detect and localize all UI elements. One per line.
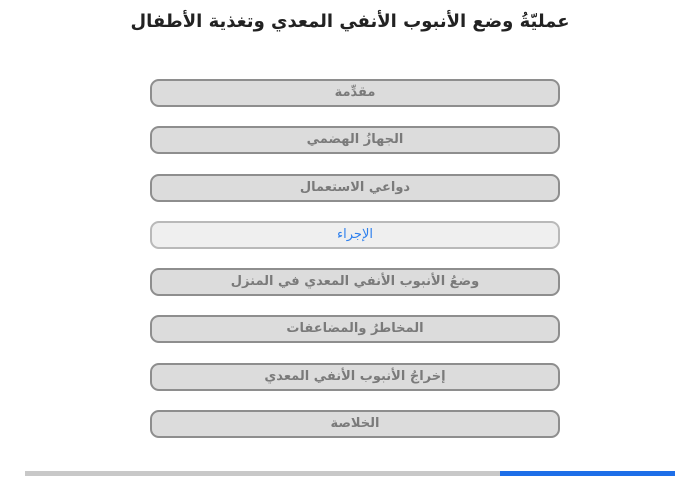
menu-item-procedure[interactable]: الإجراء bbox=[150, 221, 560, 249]
progress-bar-fill bbox=[500, 471, 676, 476]
menu-item-home-placement[interactable]: وضعُ الأنبوب الأنفي المعدي في المنزل bbox=[150, 268, 560, 296]
menu-item-summary[interactable]: الخلاصة bbox=[150, 410, 560, 438]
menu-item-tube-removal[interactable]: إخراجُ الأنبوب الأنفي المعدي bbox=[150, 363, 560, 391]
menu-item-indications[interactable]: دواعي الاستعمال bbox=[150, 174, 560, 202]
menu-item-introduction[interactable]: مقدِّمة bbox=[150, 79, 560, 107]
section-menu bbox=[150, 79, 560, 457]
menu-item-digestive-system[interactable]: الجهازُ الهضمي bbox=[150, 126, 560, 154]
page-title: عمليّةُ وضع الأنبوب الأنفي المعدي وتغذية الأطفال bbox=[130, 11, 570, 32]
progress-bar bbox=[25, 471, 675, 476]
menu-item-risks-complications[interactable]: المخاطرُ والمضاعفات bbox=[150, 315, 560, 343]
